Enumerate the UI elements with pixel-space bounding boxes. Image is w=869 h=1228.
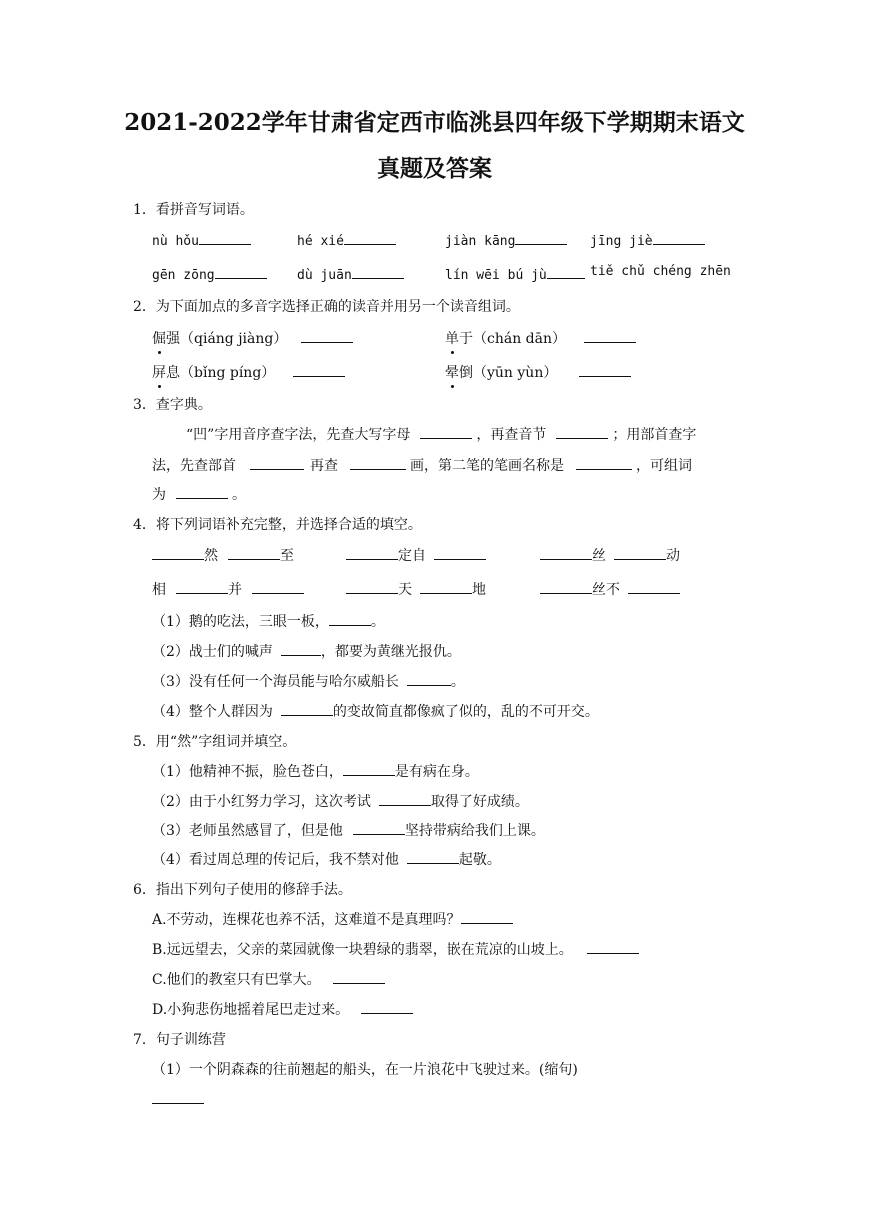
- answer-blank[interactable]: [579, 362, 631, 377]
- question-1-label: 1．看拼音写词语。: [133, 202, 254, 218]
- answer-blank[interactable]: [540, 579, 592, 594]
- answer-blank[interactable]: [653, 230, 705, 245]
- answer-line[interactable]: [152, 1089, 204, 1108]
- answer-blank[interactable]: [556, 424, 608, 439]
- option-a: A.不劳动，连棵花也养不活，这难道不是真理吗？: [152, 909, 513, 929]
- paragraph-line: 法，先查部首 再查 画，第二笔的笔画名称是 ，可组词: [152, 455, 692, 475]
- fill-sentence: （2）由于小红努力学习，这次考试 取得了好成绩。: [152, 791, 529, 811]
- answer-blank[interactable]: [576, 455, 632, 470]
- idiom-item: 丝 动: [540, 545, 680, 565]
- answer-blank[interactable]: [250, 455, 304, 470]
- pinyin-item: lín wēi bú jù: [445, 264, 585, 283]
- fill-sentence: （1）鹅的吃法，三眼一板， 。: [152, 611, 385, 631]
- fill-sentence: （1）一个阴森森的往前翘起的船头，在一片浪花中飞驶过来。(缩句): [152, 1062, 578, 1078]
- fill-sentence: （4）整个人群因为 的变故简直都像疯了似的，乱的不可开交。: [152, 701, 599, 721]
- idiom-item: 相 并: [152, 579, 304, 599]
- idiom-item: 然 至: [152, 545, 294, 565]
- answer-blank[interactable]: [361, 999, 413, 1014]
- answer-blank[interactable]: [346, 545, 398, 560]
- answer-blank[interactable]: [215, 264, 267, 279]
- option-d: D.小狗悲伤地摇着尾巴走过来。: [152, 999, 413, 1019]
- answer-blank[interactable]: [515, 230, 567, 245]
- answer-blank[interactable]: [329, 611, 371, 626]
- fill-sentence: （1）他精神不振，脸色苍白， 是有病在身。: [152, 761, 479, 781]
- answer-blank[interactable]: [434, 545, 486, 560]
- answer-blank[interactable]: [176, 484, 228, 499]
- answer-blank[interactable]: [199, 230, 251, 245]
- pinyin-item: hé xié: [297, 230, 396, 249]
- answer-blank[interactable]: [587, 939, 639, 954]
- answer-blank[interactable]: [281, 641, 321, 656]
- answer-blank[interactable]: [228, 545, 280, 560]
- page-title: 2021-2022学年甘肃省定西市临洮县四年级下学期期末语文: [124, 109, 745, 136]
- idiom-item: 天 地: [346, 579, 486, 599]
- fill-sentence: （3）老师虽然感冒了，但是他 坚持带病给我们上课。: [152, 820, 545, 840]
- answer-blank[interactable]: [152, 1089, 204, 1104]
- polyphone-item: 晕倒（yūn yùn）: [445, 362, 631, 382]
- answer-blank[interactable]: [152, 545, 204, 560]
- page-subtitle: 真题及答案: [377, 155, 492, 182]
- answer-blank[interactable]: [461, 909, 513, 924]
- answer-blank[interactable]: [420, 579, 472, 594]
- question-5-label: 5．用“然”字组词并填空。: [133, 734, 297, 750]
- paragraph-line: 为 。: [152, 484, 246, 504]
- paragraph-line: “凹”字用音序查字法，先查大写字母 ，再查音节 ；用部首查字: [186, 424, 696, 444]
- idiom-item: 定自: [346, 545, 486, 565]
- answer-blank[interactable]: [407, 671, 451, 686]
- pinyin-item: tiě chǔ chéng zhēn: [590, 264, 731, 279]
- answer-blank[interactable]: [379, 791, 431, 806]
- pinyin-item: dù juān: [297, 264, 404, 283]
- answer-blank[interactable]: [547, 264, 585, 279]
- answer-blank[interactable]: [301, 328, 353, 343]
- answer-blank[interactable]: [333, 969, 385, 984]
- idiom-item: 丝不: [540, 579, 680, 599]
- answer-blank[interactable]: [540, 545, 592, 560]
- answer-blank[interactable]: [584, 328, 636, 343]
- answer-blank[interactable]: [344, 230, 396, 245]
- answer-blank[interactable]: [350, 455, 406, 470]
- polyphone-item: 倔强（qiáng jiàng）: [152, 328, 353, 348]
- pinyin-item: gēn zōng: [152, 264, 267, 283]
- answer-blank[interactable]: [353, 820, 405, 835]
- pinyin-item: jīng jiè: [590, 230, 705, 249]
- polyphone-item: 单于（chán dān）: [445, 328, 636, 348]
- fill-sentence: （4）看过周总理的传记后，我不禁对他 起敬。: [152, 849, 501, 869]
- pinyin-item: jiàn kāng: [445, 230, 567, 249]
- answer-blank[interactable]: [614, 545, 666, 560]
- fill-sentence: （3）没有任何一个海员能与哈尔威船长 。: [152, 671, 465, 691]
- answer-blank[interactable]: [176, 579, 228, 594]
- answer-blank[interactable]: [281, 701, 333, 716]
- answer-blank[interactable]: [420, 424, 472, 439]
- question-3-label: 3．查字典。: [133, 397, 212, 413]
- question-2-label: 2．为下面加点的多音字选择正确的读音并用另一个读音组词。: [133, 299, 520, 315]
- option-b: B.远远望去，父亲的菜园就像一块碧绿的翡翠，嵌在荒凉的山坡上。: [152, 939, 639, 959]
- pinyin-item: nù hǒu: [152, 230, 251, 249]
- answer-blank[interactable]: [352, 264, 404, 279]
- question-4-label: 4．将下列词语补充完整，并选择合适的填空。: [133, 517, 422, 533]
- fill-sentence: （2）战士们的喊声 ，都要为黄继光报仇。: [152, 641, 461, 661]
- answer-blank[interactable]: [252, 579, 304, 594]
- option-c: C.他们的教室只有巴掌大。: [152, 969, 385, 989]
- question-7-label: 7．句子训练营: [133, 1032, 226, 1048]
- answer-blank[interactable]: [628, 579, 680, 594]
- answer-blank[interactable]: [293, 362, 345, 377]
- answer-blank[interactable]: [346, 579, 398, 594]
- question-6-label: 6．指出下列句子使用的修辞手法。: [133, 882, 352, 898]
- answer-blank[interactable]: [343, 761, 395, 776]
- answer-blank[interactable]: [407, 849, 459, 864]
- polyphone-item: 屏息（bǐng píng）: [152, 362, 345, 382]
